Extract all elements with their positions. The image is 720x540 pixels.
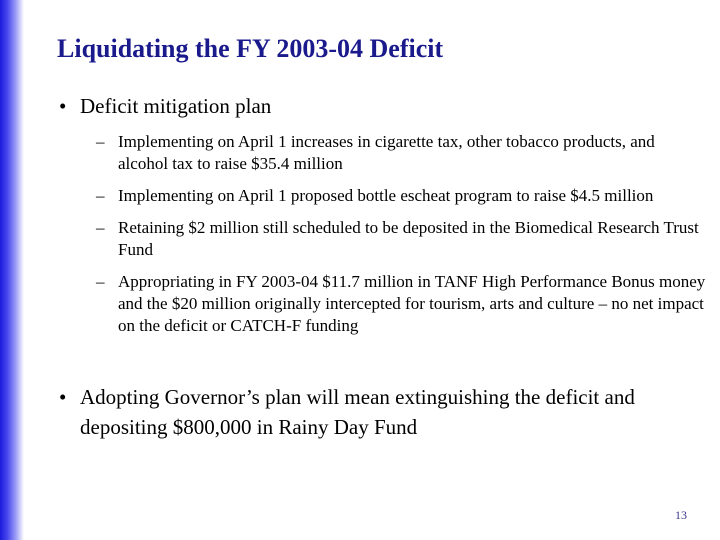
bullet-marker: • (59, 94, 67, 118)
dash-marker: – (96, 272, 105, 291)
subitem-tanf-appropriation (96, 271, 706, 337)
dash-marker: – (96, 132, 105, 151)
subitem-text: Implementing on April 1 proposed bottle escheat program to raise $4.5 million (118, 186, 654, 205)
subitem-text: Appropriating in FY 2003-04 $11.7 million in TANF High Performance Bonus money and the $20 million originally intercepted for tourism, arts and culture – no net impact on the deficit or CATCH-F funding (118, 272, 706, 335)
slide-side-gradient-bar (0, 0, 24, 540)
bullet-deficit-mitigation-plan: Deficit mitigation plan (80, 94, 272, 118)
dash-marker: – (96, 186, 105, 205)
subitem-biomedical-trust-fund (96, 217, 706, 261)
subitem-text: Implementing on April 1 increases in cigarette tax, other tobacco products, and alcohol tax to raise $35.4 million (118, 132, 655, 173)
subitem-text: Retaining $2 million still scheduled to be deposited in the Biomedical Research Trust Fund (118, 218, 699, 259)
dash-marker: – (96, 218, 105, 237)
mitigation-subitem-list (96, 131, 706, 347)
bullet-marker: • (59, 385, 67, 409)
subitem-tobacco-alcohol-tax (96, 131, 706, 175)
subitem-bottle-escheat (96, 185, 706, 207)
slide-title: Liquidating the FY 2003-04 Deficit (57, 34, 444, 63)
bullet-governors-plan: Adopting Governor’s plan will mean extinguishing the deficit and depositing $800,000 in Rainy Day Fund (80, 385, 635, 439)
page-number: 13 (675, 508, 687, 522)
